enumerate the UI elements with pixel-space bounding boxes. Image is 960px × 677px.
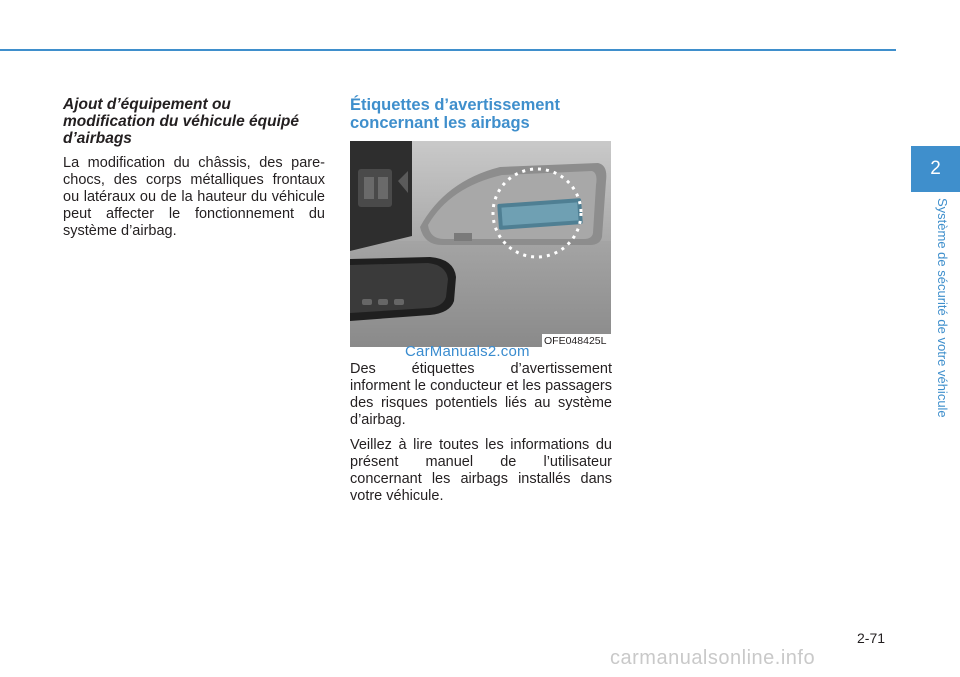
body-paragraph-2: Veillez à lire toutes les informations du présent manuel de l’utilisateur concernant les airbags installés dans votre véhicule.	[350, 437, 612, 504]
body-paragraph-1: Des étiquettes d’avertissement informent le conducteur et les passagers des risques potentiels liés au système d’airbag.	[350, 361, 612, 428]
body-paragraph: La modification du châssis, des pare-chocs, des corps métalliques frontaux ou latéraux ou de la hauteur du véhicule peut affecter le fonctionnement du système d’airbag.	[63, 155, 325, 239]
chapter-tab	[911, 146, 960, 192]
watermark-text: CarManuals2.com	[405, 343, 530, 360]
site-watermark: carmanualsonline.info	[610, 647, 816, 669]
chapter-number: 2	[930, 158, 941, 179]
middle-column-header	[350, 96, 612, 132]
middle-column-body	[350, 361, 612, 513]
section-title: Étiquettes d’avertissement concernant les airbags	[350, 96, 560, 132]
section-subheading: Ajout d’équipement ou modification du véhicule équipé d’airbags	[63, 96, 299, 147]
airbag-label-photo	[350, 141, 611, 347]
left-column	[63, 96, 325, 248]
header-rule	[0, 49, 896, 51]
image-code: OFE048425L	[544, 335, 607, 347]
page-number: 2-71	[857, 630, 886, 646]
chapter-title: Système de sécurité de votre véhicule	[935, 198, 950, 418]
